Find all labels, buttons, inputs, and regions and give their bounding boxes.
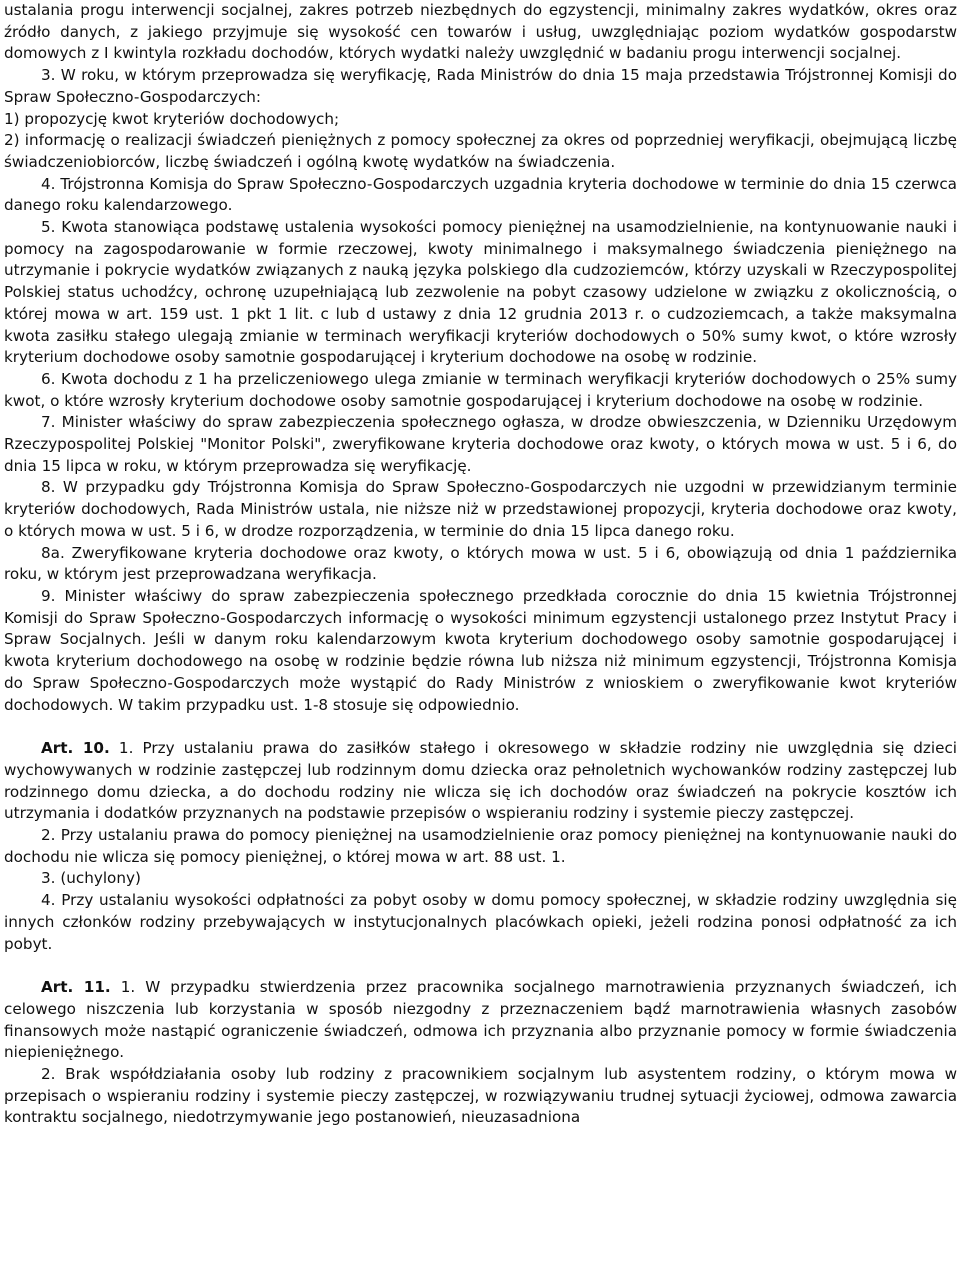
paragraph-text: 4. Przy ustalaniu wysokości odpłatności za pobyt osoby w domu pomocy społecznej, w składzie rodziny uwzględnia się innych członków rodziny przebywających w instytucjonalnych placówkach opieki, jeżeli rodzina ponosi odpłatność za ich pobyt. xyxy=(4,891,957,953)
paragraph-text: 2) informację o realizacji świadczeń pieniężnych z pomocy społecznej za okres od poprzedniej weryfikacji, obejmującą liczbę świadczeniobiorców, liczbę świadczeń i ogólną kwotę wydatków na świadczenia. xyxy=(4,131,957,171)
paragraph xyxy=(4,174,957,217)
paragraph xyxy=(4,369,957,412)
paragraph-text: 7. Minister właściwy do spraw zabezpieczenia społecznego ogłasza, w drodze obwieszczenia, w Dzienniku Urzędowym Rzeczypospolitej Polskiej "Monitor Polski", zweryfikowane kryteria dochodowe oraz kwoty, o których mowa w ust. 5 i 6, do dnia 15 lipca w roku, w którym przeprowadza się weryfikację. xyxy=(4,413,957,475)
paragraph-text: ustalania progu interwencji socjalnej, zakres potrzeb niezbędnych do egzystencji, minimalny zakres wydatków, okres oraz źródło danych, z jakiego przyjmuje się wysokość cen towarów i usług, uwzględniając poziom wydatków gospodarstw domowych z I kwintyla rozkładu dochodów, których wydatki należy uwzględnić w badaniu progu interwencji socjalnej. xyxy=(4,1,957,63)
article-heading: Art. 10. xyxy=(41,739,110,758)
paragraph-text: 3. (uchylony) xyxy=(41,869,141,888)
paragraph xyxy=(4,65,957,108)
paragraph xyxy=(4,0,957,65)
paragraph-text: 2. Przy ustalaniu prawa do pomocy pieniężnej na usamodzielnienie oraz pomocy pieniężnej na kontynuowanie nauki do dochodu nie wlicza się pomocy pieniężnej, o której mowa w art. 88 ust. 1. xyxy=(4,826,957,866)
paragraph xyxy=(4,412,957,477)
paragraph xyxy=(4,217,957,369)
paragraph xyxy=(4,977,957,1064)
paragraph xyxy=(4,1064,957,1129)
document-body xyxy=(4,0,957,1129)
paragraph xyxy=(4,477,957,542)
article-heading: Art. 11. xyxy=(41,978,111,997)
paragraph xyxy=(4,543,957,586)
paragraph-text: 5. Kwota stanowiąca podstawę ustalenia wysokości pomocy pieniężnej na usamodzielnienie, na kontynuowanie nauki i pomocy na zagospodarowanie w formie rzeczowej, kwoty minimalnego i maksymalnego świadczenia pieniężnego na utrzymanie i pokrycie wydatków związanych z nauką języka polskiego dla cudzoziemców, którzy uzyskali w Rzeczypospolitej Polskiej status uchodźcy, ochronę uzupełniającą lub zezwolenie na pobyt czasowy udzielone w związku z okolicznością, o której mowa w art. 159 ust. 1 pkt 1 lit. c lub d ustawy z dnia 12 grudnia 2013 r. o cudzoziemcach, a także maksymalna kwota zasiłku stałego ulegają zmianie w terminach weryfikacji kryteriów dochodowych o 50% sumy kwot, o które wzrosły kryterium dochodowe osoby samotnie gospodarującej i kryterium dochodowe na osobę w rodzinie. xyxy=(4,218,957,367)
paragraph xyxy=(4,868,957,890)
paragraph-text: 1. W przypadku stwierdzenia przez pracownika socjalnego marnotrawienia przyznanych świadczeń, ich celowego niszczenia lub korzystania w sposób niezgodny z przeznaczeniem bądź marnotrawienia własnych zasobów finansowych może nastąpić ograniczenie świadczeń, odmowa ich przyznania albo przyznanie pomocy w formie świadczenia niepieniężnego. xyxy=(4,978,958,1062)
paragraph-text: 2. Brak współdziałania osoby lub rodziny z pracownikiem socjalnym lub asystentem rodziny, o którym mowa w przepisach o wspieraniu rodziny i systemie pieczy zastępczej, w rozwiązywaniu trudnej sytuacji życiowej, odmowa zawarcia kontraktu socjalnego, niedotrzymywanie jego postanowień, nieuzasadniona xyxy=(4,1065,957,1127)
paragraph-text: 4. Trójstronna Komisja do Spraw Społeczno-Gospodarczych uzgadnia kryteria dochodowe w terminie do dnia 15 czerwca danego roku kalendarzowego. xyxy=(4,174,957,215)
paragraph xyxy=(4,109,957,131)
paragraph-text: 1) propozycję kwot kryteriów dochodowych; xyxy=(4,109,340,128)
paragraph-text: 6. Kwota dochodu z 1 ha przeliczeniowego ulega zmianie w terminach weryfikacji kryteriów dochodowych o 25% sumy kwot, o które wzrosły kryterium dochodowe osoby samotnie gospodarującej i kryterium dochodowe na osobę w rodzinie. xyxy=(4,369,957,410)
paragraph xyxy=(4,130,957,173)
paragraph-text: 9. Minister właściwy do spraw zabezpieczenia społecznego przedkłada corocznie do dnia 15 kwietnia Trójstronnej Komisji do Spraw Społeczno-Gospodarczych informację o wysokości minimum egzystencji ustalonego przez Instytut Pracy i Spraw Socjalnych. Jeśli w danym roku kalendarzowym kwota kryterium dochodowego osoby samotnie gospodarującej i kwota kryterium dochodowego na osobę w rodzinie będzie równa lub niższa niż minimum egzystencji, Trójstronna Komisja do Spraw Społeczno-Gospodarczych może wystąpić do Rady Ministrów z wnioskiem o zweryfikowanie kwot kryteriów dochodowych. W takim przypadku ust. 1-8 stosuje się odpowiednio. xyxy=(4,586,957,714)
paragraph xyxy=(4,890,957,955)
paragraph xyxy=(4,586,957,716)
paragraph xyxy=(4,825,957,868)
paragraph xyxy=(4,738,957,825)
paragraph-text: 3. W roku, w którym przeprowadza się weryfikację, Rada Ministrów do dnia 15 maja przedstawia Trójstronnej Komisji do Spraw Społeczno-Gospodarczych: xyxy=(4,66,957,106)
paragraph-text: 8a. Zweryfikowane kryteria dochodowe oraz kwoty, o których mowa w ust. 5 i 6, obowiązują od dnia 1 października roku, w którym jest przeprowadzana weryfikacja. xyxy=(4,543,957,584)
paragraph-text: 1. Przy ustalaniu prawa do zasiłków stałego i okresowego w składzie rodziny nie uwzględnia się dzieci wychowywanych w rodzinie zastępczej lub rodzinnym domu dziecka oraz pełnoletnich wychowanków rodziny zastępczej lub rodzinnego domu dziecka, a do dochodu rodziny nie wlicza się ich dochodów oraz świadczeń na pokrycie kosztów ich utrzymania i dodatków przyznanych na podstawie przepisów o wspieraniu rodziny i systemie pieczy zastępczej. xyxy=(4,739,958,823)
paragraph-text: 8. W przypadku gdy Trójstronna Komisja do Spraw Społeczno-Gospodarczych nie uzgodni w przewidzianym terminie kryteriów dochodowych, Rada Ministrów ustala, nie niższe niż w przedstawionej propozycji, kryteria dochodowe oraz kwoty, o których mowa w ust. 5 i 6, w drodze rozporządzenia, w terminie do dnia 15 lipca danego roku. xyxy=(4,478,957,540)
